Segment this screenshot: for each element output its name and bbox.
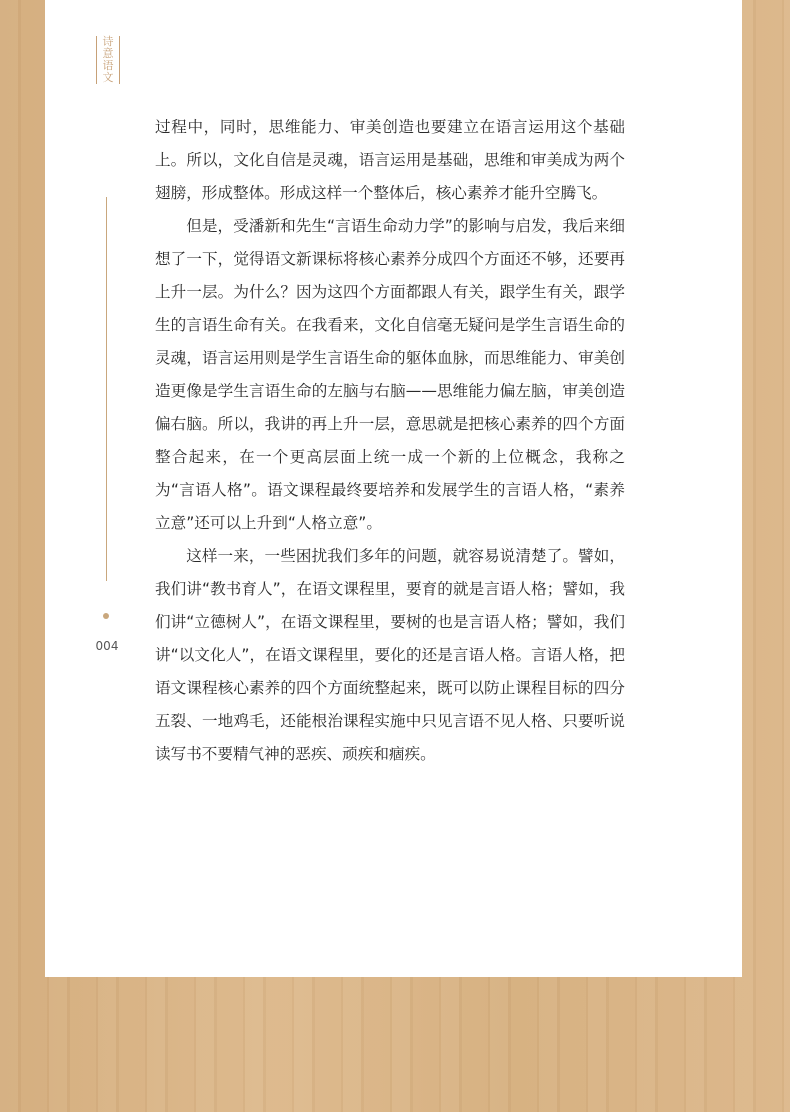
page-number: 004 xyxy=(95,639,119,653)
paragraph-1: 过程中，同时，思维能力、审美创造也要建立在语言运用这个基础上。所以，文化自信是灵魂，语言运用是基础，思维和审美成为两个翅膀，形成整体。形成这样一个整体后，核心素养才能升空腾飞。 xyxy=(155,118,625,202)
paragraph-2: 但是，受潘新和先生“言语生命动力学”的影响与启发，我后来细想了一下，觉得语文新课标将核心素养分成四个方面还不够，还要再上升一层。为什么？因为这四个方面都跟人有关，跟学生有关，跟学生的言语生命有关。在我看来，文化自信毫无疑问是学生言语生命的灵魂，语言运用则是学生言语生命的躯体血脉，而思维能力、审美创造更像是学生言语生命的左脑与右脑——思维能力偏左脑，审美创造偏右脑。所以，我讲的再上升一层，意思就是把核心素养的四个方面整合起来，在一个更高层面上统一成一个新的上位概念，我称之为“言语人格”。语文课程最终要培养和发展学生的言语人格，“素养立意”还可以上升到“人格立意”。 xyxy=(155,217,625,532)
body-text xyxy=(155,111,625,771)
margin-dot xyxy=(103,613,109,619)
book-page xyxy=(45,0,742,977)
margin-rule xyxy=(106,197,107,581)
running-header-title: 诗意语文 xyxy=(96,36,120,84)
paragraph-3: 这样一来，一些困扰我们多年的问题，就容易说清楚了。譬如，我们讲“教书育人”，在语文课程里，要育的就是言语人格；譬如，我们讲“立德树人”，在语文课程里，要树的也是言语人格；譬如，我们讲“以文化人”，在语文课程里，要化的还是言语人格。言语人格，把语文课程核心素养的四个方面统整起来，既可以防止课程目标的四分五裂、一地鸡毛，还能根治课程实施中只见言语不见人格、只要听说读写书不要精气神的恶疾、顽疾和痼疾。 xyxy=(155,547,625,763)
